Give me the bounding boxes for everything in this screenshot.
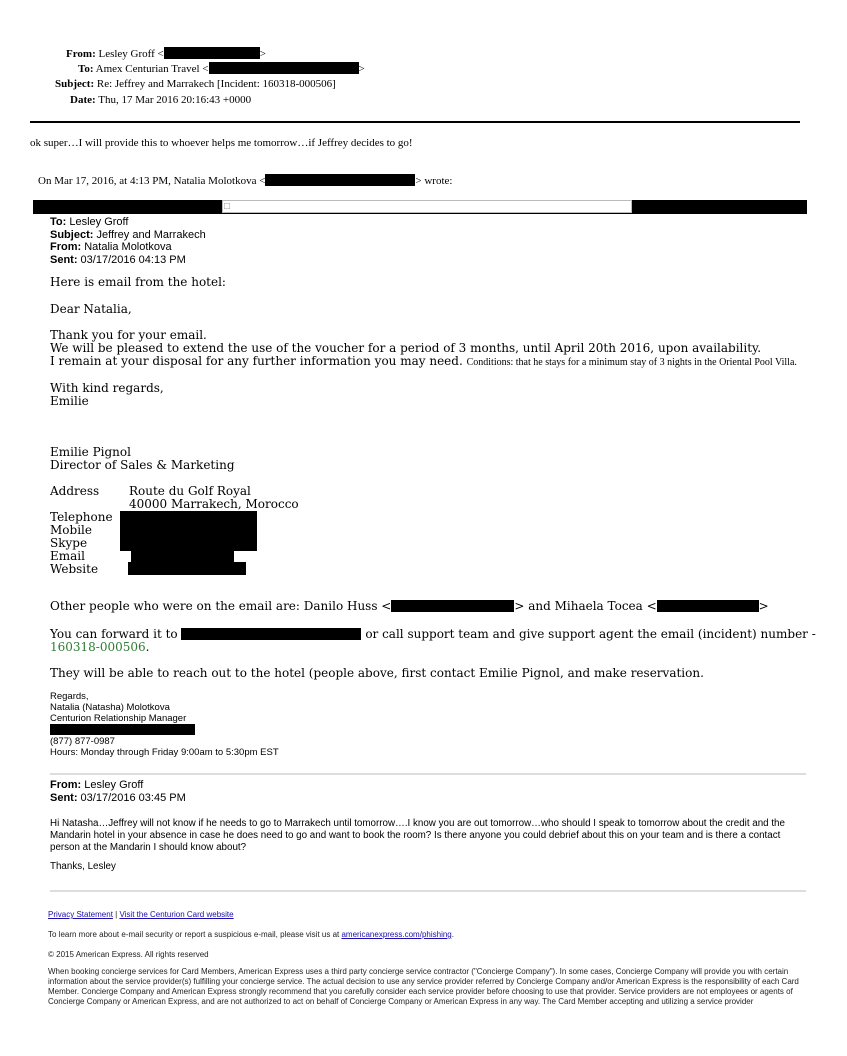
privacy-statement-link[interactable]: Privacy Statement [48,910,113,919]
redaction [657,600,759,612]
earlier-thanks: Thanks, Lesley [50,861,116,872]
hotel-sig-name: Emilie Pignol [50,445,131,459]
divider [50,773,806,775]
redaction [391,600,514,612]
redaction [265,174,415,186]
signature-block: Regards, Natalia (Natasha) Molotkova Centurion Relationship Manager (877) 877-0987 Hours: Monday through Friday 9:00am to 5:30pm EST [50,691,279,758]
hotel-greeting: Dear Natalia, [50,302,132,316]
divider [50,890,806,892]
header-divider [30,121,800,123]
hotel-closing-name: Emilie [50,394,89,408]
forward-line: You can forward it to or call support team and give support agent the email (incident) number - [50,627,816,641]
address-label: Address [50,484,100,498]
incident-number[interactable]: 160318-000506 [50,640,146,654]
footer-disclaimer: When booking concierge services for Card Members, American Express uses a third party concierge service contractor ("Concierge Company"). In some cases, Concierge Company will provide you with certain information about the service provider(s) fulfilling your concierge service. The actual decision to use any service provider referred by Concierge Company and/or American Express is the responsibility of each Card Member. Concierge Company and American Express strongly recommend that you carefully consider each service provider before choosing to use that provider. Service providers are not employees or agents of Concierge Company or American Express, and are not authorized to act on behalf of Concierge Company or American Express in any way. The Card Member accepting and utilizing a service provider [48,967,799,1006]
address-line2: 40000 Marrakech, Morocco [129,497,299,511]
others-line: Other people who were on the email are: Danilo Huss < > and Mihaela Tocea < > [50,599,769,613]
mobile-label: Mobile [50,523,92,537]
telephone-label: Telephone [50,510,113,524]
footer-copyright: © 2015 American Express. All rights reserved [48,950,209,959]
hotel-intro: Here is email from the hotel: [50,275,226,289]
redaction [164,47,260,59]
quoted-header: To: Lesley Groff Subject: Jeffrey and Marrakech From: Natalia Molotkova Sent: 03/17/2016 04:13 PM [50,216,206,266]
skype-label: Skype [50,536,88,550]
earlier-body: Hi Natasha…Jeffrey will not know if he needs to go to Marrakech until tomorrow….I know you are out tomorrow…who should I speak to tomorrow about the credit and the Mandarin hotel in your absence in case he does need to go and want to book the room? Is there anyone you could debrief about this on your team and is there a contact person at the Mandarin I should know about? [50,818,785,853]
redaction [209,62,359,74]
hotel-line2: We will be pleased to extend the use of the voucher for a period of 3 months, until April 20th 2016, upon availability. [50,341,762,355]
broken-image-icon: □ [222,200,632,213]
hotel-sig-title: Director of Sales & Marketing [50,458,235,472]
footer-security: To learn more about e-mail security or report a suspicious e-mail, please visit us at americanexpress.com/phishing. [48,930,454,939]
header-from-row: From: Lesley Groff < > [66,48,266,60]
reply-text: ok super…I will provide this to whoever helps me tomorrow…if Jeffrey decides to go! [30,137,413,149]
website-label: Website [50,562,99,576]
hotel-line3: I remain at your disposal for any further information you may need. Conditions: that he stays for a minimum stay of 3 nights in the Oriental Pool Villa. [50,354,797,368]
hotel-closing: With kind regards, [50,381,164,395]
redaction [120,511,257,551]
redaction [128,562,246,575]
redaction [131,550,234,562]
header-to-row: To: Amex Centurian Travel < > [78,63,365,75]
earlier-header: From: Lesley Groff Sent: 03/17/2016 03:45 PM [50,779,186,804]
on-wrote-line: On Mar 17, 2016, at 4:13 PM, Natalia Molotkova < > wrote: [38,175,453,187]
phishing-link[interactable]: americanexpress.com/phishing [341,930,452,939]
email-label: Email [50,549,85,563]
header-date-row: Date: Thu, 17 Mar 2016 20:16:43 +0000 [70,94,252,106]
redaction [181,628,361,640]
hotel-line1: Thank you for your email. [50,328,207,342]
incident-line: 160318-000506. [50,640,150,654]
centurion-card-link[interactable]: Visit the Centurion Card website [119,910,234,919]
redaction [50,724,195,735]
footer-links: Privacy Statement | Visit the Centurion Card website [48,910,234,919]
header-subject-row: Subject: Re: Jeffrey and Marrakech [Incident: 160318-000506] [55,78,336,90]
reach-out-line: They will be able to reach out to the hotel (people above, first contact Emilie Pignol, and make reservation. [50,666,704,680]
address-line1: Route du Golf Royal [129,484,251,498]
